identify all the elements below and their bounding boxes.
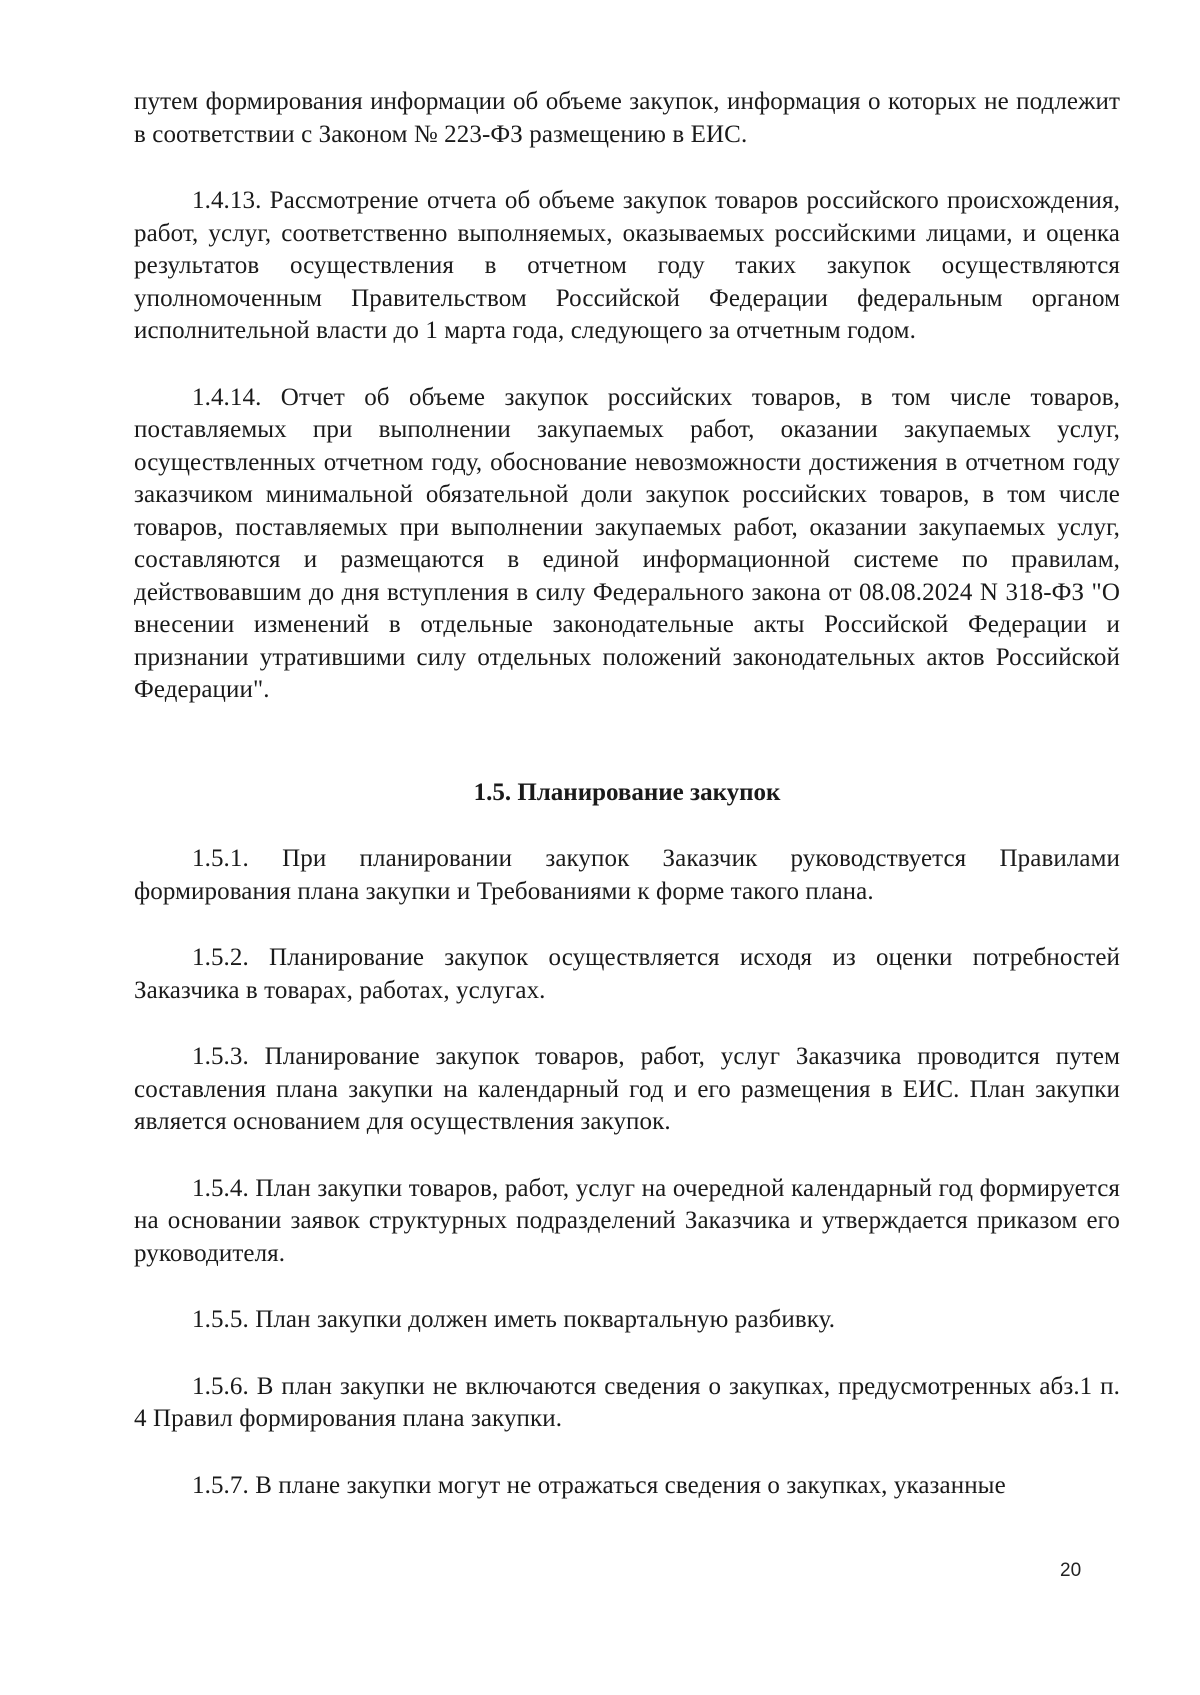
page-number: 20 <box>1060 1560 1082 1581</box>
paragraph-1-5-6: 1.5.6. В план закупки не включаются сведения о закупках, предусмотренных абз.1 п. 4 Правил формирования плана закупки. <box>134 1372 1120 1432</box>
paragraph-continuation: путем формирования информации об объеме закупок, информация о которых не подлежит в соответствии с Законом № 223-ФЗ размещению в ЕИС. <box>134 88 1120 148</box>
document-page <box>134 86 1120 1536</box>
section-heading-1-5: 1.5. Планирование закупок <box>473 778 781 806</box>
paragraph-1-5-5: 1.5.5. План закупки должен иметь поквартальную разбивку. <box>192 1306 836 1333</box>
paragraph-1-4-14: 1.4.14. Отчет об объеме закупок российских товаров, в том числе товаров, поставляемых при выполнении закупаемых работ, оказании закупаемых услуг, осуществленных отчетном году, обоснование невозможности достижения в отчетном году заказчиком минимальной обязательной доли закупок российских товаров, в том числе товаров, поставляемых при выполнении закупаемых работ, оказании закупаемых услуг, составляются и размещаются в единой информационной системе по правилам, действовавшим до дня вступления в силу Федерального закона от 08.08.2024 N 318-ФЗ "О внесении изменений в отдельные законодательные акты Российской Федерации и признании утратившими силу отдельных положений законодательных актов Российской Федерации". <box>134 383 1120 703</box>
paragraph-1-4-13: 1.4.13. Рассмотрение отчета об объеме закупок товаров российского происхождения, работ, услуг, соответственно выполняемых, оказываемых российскими лицами, и оценка результатов осуществления в отчетном году таких закупок осуществляются уполномоченным Правительством Российской Федерации федеральным органом исполнительной власти до 1 марта года, следующего за отчетным годом. <box>134 187 1120 344</box>
paragraph-1-5-4: 1.5.4. План закупки товаров, работ, услуг на очередной календарный год формируется на основании заявок структурных подразделений Заказчика и утверждается приказом его руководителя. <box>134 1174 1120 1267</box>
paragraph-1-5-1: 1.5.1. При планировании закупок Заказчик руководствуется Правилами формирования плана закупки и Требованиями к форме такого плана. <box>134 845 1120 905</box>
paragraph-1-5-7: 1.5.7. В плане закупки могут не отражаться сведения о закупках, указанные <box>192 1471 1006 1499</box>
paragraph-1-5-2: 1.5.2. Планирование закупок осуществляется исходя из оценки потребностей Заказчика в товарах, работах, услугах. <box>134 944 1120 1004</box>
paragraph-1-5-3: 1.5.3. Планирование закупок товаров, работ, услуг Заказчика проводится путем составления плана закупки на календарный год и его размещения в ЕИС. План закупки является основанием для осуществления закупок. <box>134 1043 1120 1135</box>
